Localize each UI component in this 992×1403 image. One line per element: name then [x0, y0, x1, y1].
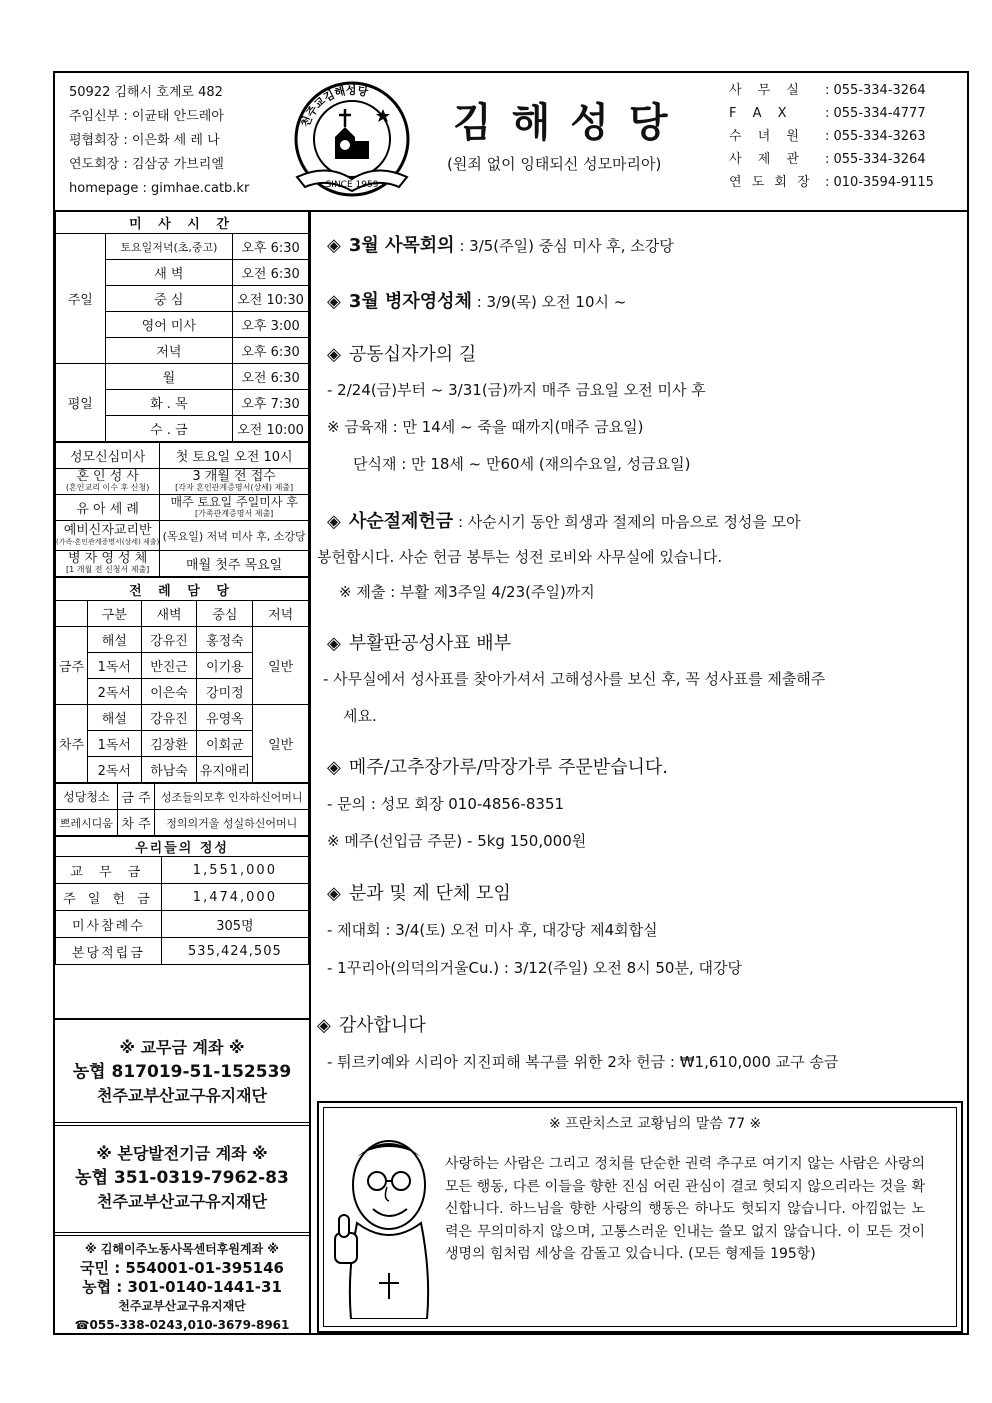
notice-detail: : 사순시기 동안 희생과 절제의 마음으로 정성을 모아 [453, 513, 801, 531]
notice-title: 사순절제헌금 [348, 511, 454, 532]
development-fund-account [55, 1122, 309, 1230]
offering-value: 1,474,000 [161, 884, 308, 911]
notice-line: 봉헌합시다. 사순 헌금 봉투는 성전 로비와 사무실에 있습니다. [317, 548, 723, 566]
diamond-bullet-icon: ◈ [327, 757, 341, 778]
notice-stations-of-cross [327, 340, 476, 366]
header [55, 73, 967, 212]
notice-line: - 튀르키예와 시리아 지진피해 복구를 위한 2차 헌금 : ₩1,610,000 교구 송금 [327, 1053, 839, 1071]
notice-group-meetings [327, 879, 511, 905]
mass-schedule-title: 미 사 시 간 [56, 211, 309, 234]
contact-label: F A X [729, 106, 793, 121]
notice-title: 분과 및 제 단체 모임 [348, 883, 511, 904]
page-title: 김해성당 [453, 100, 688, 146]
cleaning-table [55, 783, 309, 836]
contact-row [729, 171, 934, 194]
notice-title: 부활판공성사표 배부 [348, 633, 512, 654]
notice-title: 공동십자가의 길 [348, 344, 477, 365]
liturgy-dawn: 김장환 [141, 731, 197, 757]
liturgy-main: 이회균 [197, 731, 253, 757]
liturgy-header: 중심 [197, 601, 253, 627]
mass-time: 오후 7:30 [233, 390, 309, 416]
diamond-bullet-icon: ◈ [327, 511, 341, 532]
notice-title: 감사합니다 [338, 1015, 426, 1036]
mass-time: 오전 6:30 [233, 364, 309, 390]
offering-title: 우리들의 정성 [56, 837, 309, 857]
liturgy-main: 강미정 [197, 679, 253, 705]
liturgy-dawn: 반진근 [141, 653, 197, 679]
cleaning-team: 정의의거울 성실하신어머니 [155, 810, 309, 836]
liturgy-role: 해설 [87, 627, 141, 653]
liturgy-dawn: 강유진 [141, 627, 197, 653]
notice-detail: : 3/9(목) 오전 10시 ~ [471, 293, 627, 311]
parish-info [69, 81, 249, 201]
migrant-center-account [55, 1232, 309, 1333]
sacrament-name: 병 자 영 성 체 [67, 551, 148, 566]
mass-name: 중 심 [105, 286, 233, 312]
sacrament-name: 유 아 세 례 [56, 495, 160, 521]
contact-label: 사 무 실 [729, 83, 805, 98]
sacrament-table [55, 442, 309, 577]
contact-row [729, 148, 934, 171]
liturgy-role: 1독서 [87, 731, 141, 757]
account-holder: 천주교부산교구유지재단 [118, 1299, 246, 1313]
council-president: 평협회장 : 이은화 세 레 나 [69, 133, 220, 148]
liturgy-header: 새벽 [141, 601, 197, 627]
week-label: 차주 [56, 705, 88, 783]
offering-label: 본당적립금 [56, 938, 162, 965]
liturgy-role: 2독서 [87, 757, 141, 783]
notice-title: 메주/고추장가루/막장가루 주문받습니다. [348, 757, 669, 778]
notice-sick-communion [327, 287, 626, 313]
diamond-bullet-icon: ◈ [317, 1015, 331, 1036]
contact-value: : 055-334-3264 [825, 83, 926, 98]
mass-time: 오후 6:30 [233, 338, 309, 364]
diamond-bullet-icon: ◈ [327, 235, 341, 256]
tithe-account [55, 1018, 309, 1122]
sacrament-note: (가족·혼인관계증명서(상세) 제출) [56, 538, 160, 546]
mass-name: 월 [105, 364, 233, 390]
diamond-bullet-icon: ◈ [327, 633, 341, 654]
cleaning-week: 차 주 [117, 810, 155, 836]
notice-pastoral-meeting [327, 231, 674, 257]
sacrament-info-note: [각자 혼인관계증명서(상세) 제출] [175, 483, 294, 492]
diamond-bullet-icon: ◈ [327, 291, 341, 312]
offering-table [55, 836, 309, 965]
liturgy-dawn: 하남숙 [141, 757, 197, 783]
notice-lent-offering [327, 507, 801, 533]
notice-line: - 제대회 : 3/4(토) 오전 미사 후, 대강당 제4회합실 [327, 921, 658, 939]
offering-label: 교 무 금 [56, 857, 162, 884]
notice-line: ※ 메주(선입금 주문) - 5kg 150,000원 [327, 832, 587, 850]
seal-since: SINCE 1959 [325, 180, 379, 190]
page-subtitle: (원죄 없이 잉태되신 성모마리아) [447, 155, 662, 173]
mass-time: 오전 6:30 [233, 260, 309, 286]
account-number: 농협 817019-51-152539 [72, 1062, 292, 1082]
pope-quote-title: ※ 프란치스코 교황님의 말씀 77 ※ [549, 1116, 762, 1132]
legion-president: 연도회장 : 김삼궁 가브리엘 [69, 157, 224, 172]
mass-name: 새 벽 [105, 260, 233, 286]
notice-line: ※ 제출 : 부활 제3주일 4/23(주일)까지 [339, 583, 595, 601]
mass-name: 영어 미사 [105, 312, 233, 338]
liturgy-header: 구분 [87, 601, 141, 627]
diamond-bullet-icon: ◈ [327, 344, 341, 365]
sacrament-name: 예비신자교리반 [63, 523, 152, 538]
offering-value: 1,551,000 [161, 857, 308, 884]
cleaning-week: 금 주 [117, 784, 155, 810]
contact-label: 사 제 관 [729, 152, 805, 167]
cleaning-label: 성당청소 [56, 784, 118, 810]
liturgy-header: 저녁 [253, 601, 309, 627]
mass-name: 화 . 목 [105, 390, 233, 416]
account-holder: 천주교부산교구유지재단 [96, 1192, 268, 1211]
notice-title: 3월 병자영성체 [348, 291, 472, 312]
diamond-bullet-icon: ◈ [327, 883, 341, 904]
parish-seal-logo [287, 79, 417, 205]
notice-line: - 1꾸리아(의덕의거울Cu.) : 3/12(주일) 오전 8시 50분, 대강당 [327, 959, 742, 977]
liturgy-role: 1독서 [87, 653, 141, 679]
mass-time: 오전 10:00 [233, 416, 309, 442]
sacrament-info: (목요일) 저녁 미사 후, 소강당 [160, 521, 309, 551]
contact-row [729, 102, 934, 125]
liturgy-title: 전 례 담 당 [56, 578, 309, 601]
account-number: 농협 351-0319-7962-83 [75, 1168, 289, 1188]
sunday-label: 주일 [56, 234, 106, 364]
contact-label: 수 녀 원 [729, 129, 805, 144]
contact-label: 연 도 회 장 [729, 175, 813, 190]
sacrament-name: 성모신심미사 [56, 443, 160, 469]
notice-line: ※ 금육재 : 만 14세 ~ 죽을 때까지(매주 금요일) [327, 418, 644, 436]
mass-name: 토요일저녁(초,중고) [105, 234, 233, 260]
mass-name: 저녁 [105, 338, 233, 364]
contact-value: : 010-3594-9115 [825, 175, 934, 190]
sacrament-note: (혼인교리 이수 후 신청) [65, 483, 150, 492]
sacrament-info: 첫 토요일 오전 10시 [160, 443, 309, 469]
contact-value: : 055-334-4777 [825, 106, 926, 121]
account-number: 국민 : 554001-01-395146 [80, 1259, 284, 1277]
liturgy-main: 홍정숙 [197, 627, 253, 653]
liturgy-main: 유영옥 [197, 705, 253, 731]
contacts [729, 79, 934, 194]
account-holder: 천주교부산교구유지재단 [96, 1086, 268, 1105]
notice-confession-card [327, 629, 511, 655]
sacrament-name: 혼 인 성 사 [76, 469, 139, 484]
account-number: 농협 : 301-0140-1441-31 [82, 1278, 282, 1296]
cleaning-label: 쁘레시디움 [56, 810, 118, 836]
liturgy-main: 이기용 [197, 653, 253, 679]
offering-label: 주 일 헌 금 [56, 884, 162, 911]
account-title: ※ 김해이주노동사목센터후원계좌 ※ [85, 1242, 279, 1256]
mass-time: 오전 10:30 [233, 286, 309, 312]
offering-label: 미사참례수 [56, 911, 162, 938]
mass-schedule-table [55, 210, 309, 442]
liturgy-evening: 일반 [253, 627, 309, 705]
liturgy-table [55, 577, 309, 783]
sacrament-info-note: [가족관계증명서 제출] [194, 509, 274, 518]
bulletin-page [53, 71, 969, 1335]
liturgy-main: 유지애리 [197, 757, 253, 783]
notice-title: 3월 사목회의 [348, 235, 455, 256]
account-phone: ☎055-338-0243,010-3679-8961 [74, 1318, 290, 1332]
homepage[interactable]: homepage : gimhae.catb.kr [69, 181, 250, 196]
sacrament-info: 매월 첫주 목요일 [160, 551, 309, 577]
week-label: 금주 [56, 627, 88, 705]
notice-line: 세요. [343, 707, 377, 725]
account-title: ※ 본당발전기금 계좌 ※ [96, 1144, 268, 1163]
notice-line: 단식재 : 만 18세 ~ 만60세 (재의수요일, 성금요일) [353, 455, 691, 473]
contact-row [729, 125, 934, 148]
offering-value: 535,424,505 [161, 938, 308, 965]
notice-line: - 문의 : 성모 회장 010-4856-8351 [327, 795, 565, 813]
notice-line: - 사무실에서 성사표를 찾아가셔서 고해성사를 보신 후, 꼭 성사표를 제출해주 [323, 670, 826, 688]
mass-name: 수 . 금 [105, 416, 233, 442]
contact-value: : 055-334-3263 [825, 129, 926, 144]
contact-row [729, 79, 934, 102]
liturgy-dawn: 강유진 [141, 705, 197, 731]
pope-quote-text: 사랑하는 사람은 그리고 정치를 단순한 권력 추구로 여기지 않는 사람은 사랑의 모든 행동, 다른 이들을 향한 진심 어린 관심이 결코 헛되지 않으리라는 것을 확신합니다. 하느님을 향한 사랑의 행동은 하나도 헛되지 않습니다. 아낌없는 노력은 무의미하지 않으며, 고통스러운 인내는 쓸모 없지 않습니다. 이 모든 것이 생명의 힘처럼 세상을 감돌고 있습니다. (모든 형제들 195항) [445, 1156, 925, 1262]
liturgy-role: 해설 [87, 705, 141, 731]
notice-line: - 2/24(금)부터 ~ 3/31(금)까지 매주 금요일 오전 미사 후 [327, 381, 706, 399]
contact-value: : 055-334-3264 [825, 152, 926, 167]
offering-value: 305명 [161, 911, 308, 938]
liturgy-evening: 일반 [253, 705, 309, 783]
pope-cartoon-illustration [327, 1123, 437, 1319]
sacrament-info: 3 개월 전 접수 [192, 469, 276, 484]
notice-meju-order [327, 753, 668, 779]
mass-time: 오후 6:30 [233, 234, 309, 260]
sacrament-info: 매주 토요일 주일미사 후 [170, 495, 298, 509]
pastor: 주임신부 : 이균태 안드레아 [69, 109, 224, 124]
mass-time: 오후 3:00 [233, 312, 309, 338]
weekday-label: 평일 [56, 364, 106, 442]
svg-text:천주교김해성당: 천주교김해성당 [298, 83, 370, 129]
pope-quote-box [317, 1101, 963, 1333]
cleaning-team: 성조들의모후 인자하신어머니 [155, 784, 309, 810]
notice-thanks [317, 1011, 426, 1037]
liturgy-dawn: 이은숙 [141, 679, 197, 705]
liturgy-role: 2독서 [87, 679, 141, 705]
account-title: ※ 교무금 계좌 ※ [119, 1038, 245, 1057]
address: 50922 김해시 호계로 482 [69, 85, 223, 100]
left-column [55, 210, 311, 1333]
sacrament-note: [1 개월 전 신청서 제출] [65, 565, 150, 574]
notice-detail: : 3/5(주일) 중심 미사 후, 소강당 [454, 237, 674, 255]
